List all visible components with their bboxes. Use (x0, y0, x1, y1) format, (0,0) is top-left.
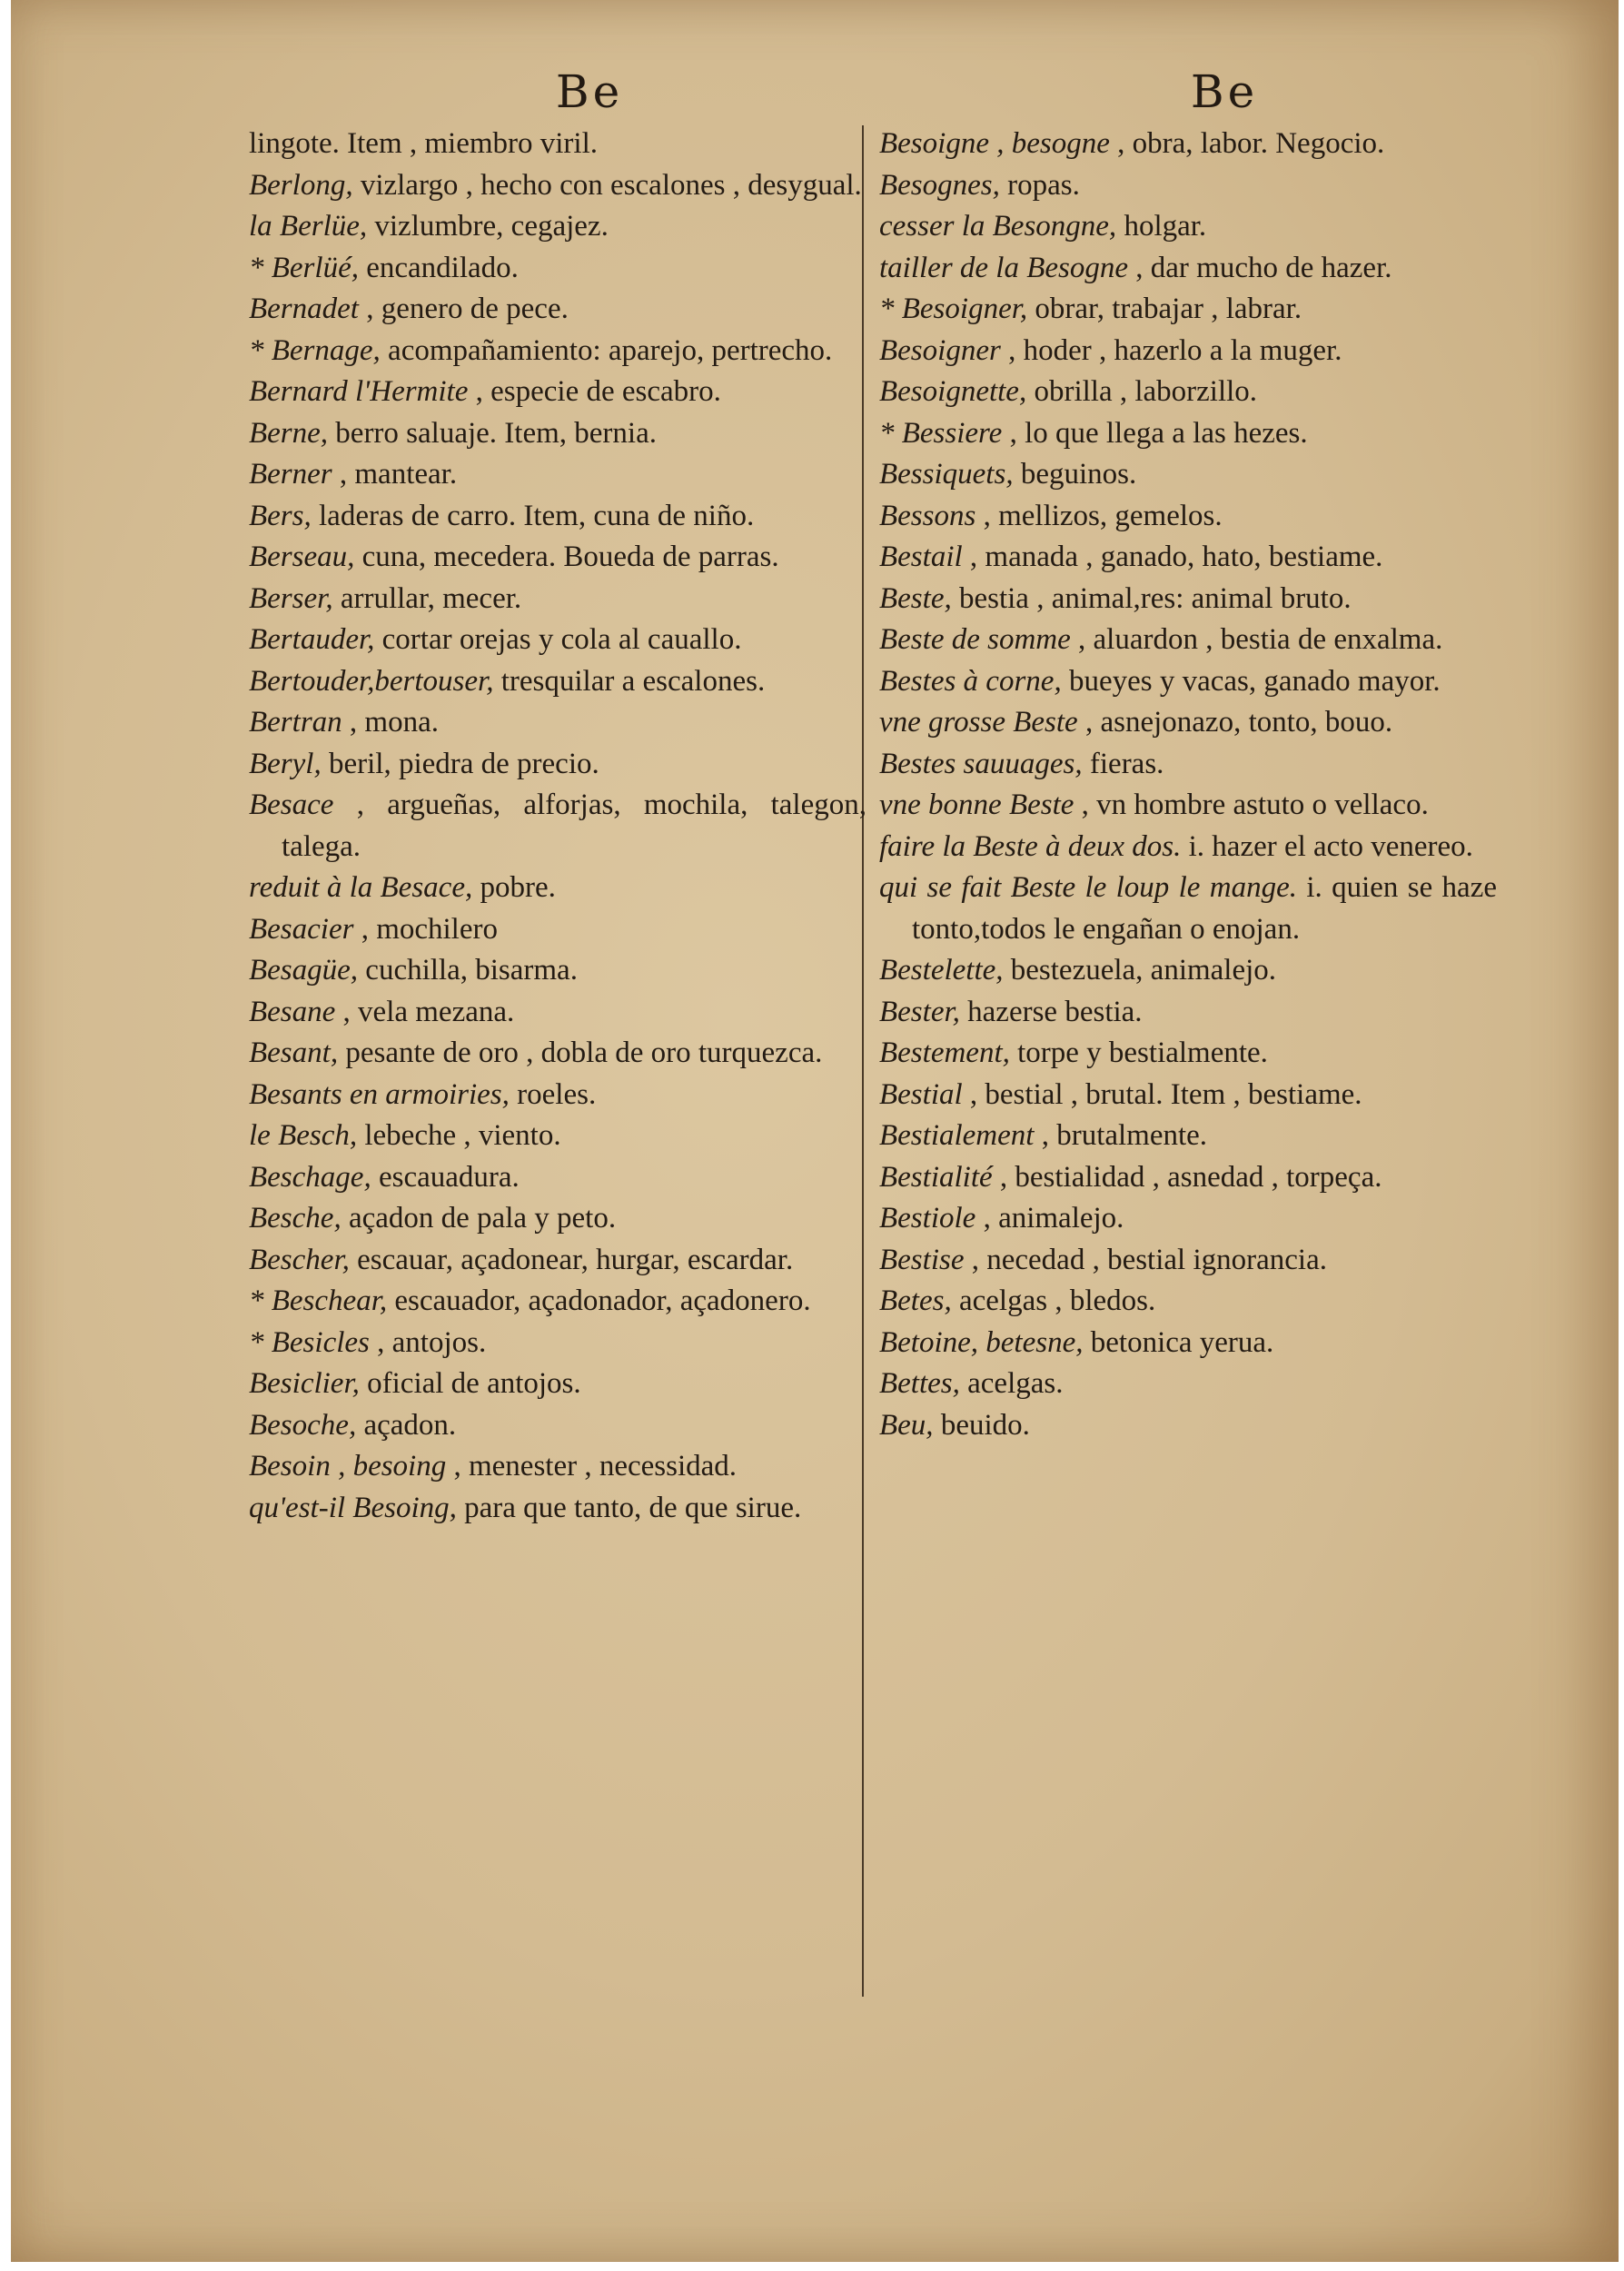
dictionary-entry: Beryl, beril, piedra de precio. (249, 747, 599, 780)
dictionary-entry: Besants en armoiries, roeles. (249, 1077, 597, 1111)
dictionary-entry: Bessiquets, beguinos. (879, 458, 1137, 491)
dictionary-entry: Besoigne , besogne , obra, labor. Negocio. (879, 127, 1385, 160)
dictionary-entry: Bestes à corne, bueyes y vacas, ganado mayor. (879, 664, 1441, 698)
dictionary-entry: Betoine, betesne, betonica yerua. (879, 1325, 1274, 1359)
dictionary-entry: Besacier , mochilero (249, 912, 498, 946)
dictionary-entry: Bestes sauuages, fieras. (879, 747, 1164, 780)
dictionary-entry: Besiclier, oficial de antojos. (249, 1367, 581, 1400)
dictionary-entry: vne grosse Beste , asnejonazo, tonto, bouo. (879, 706, 1393, 739)
dictionary-entry: Berner , mantear. (249, 458, 458, 491)
dictionary-entry: Besoin , besoing , menester , necessidad. (249, 1450, 738, 1483)
dictionary-entry: qu'est-il Besoing, para que tanto, de que sirue. (249, 1491, 802, 1524)
dictionary-entry: Besant, pesante de oro , dobla de oro turquezca. (249, 1036, 823, 1069)
dictionary-entry: Bertauder, cortar orejas y cola al cauallo. (249, 623, 742, 656)
dictionary-entry: Berlong, vizlargo , hecho con escalones , desygual. (249, 168, 862, 202)
dictionary-entry: Besoigner , hoder , hazerlo a la muger. (879, 333, 1342, 367)
dictionary-entry: Bestise , necedad , bestial ignorancia. (879, 1243, 1327, 1276)
right-entry-list (879, 124, 1497, 1446)
dictionary-entry: Beste, bestia , animal,res: animal bruto. (879, 581, 1352, 615)
dictionary-entry: Berne, berro saluaje. Item, bernia. (249, 416, 657, 450)
dictionary-entry: Bertouder,bertouser, tresquilar a escalones. (249, 664, 766, 698)
dictionary-entry: * Bernage, acompañamiento: aparejo, pertrecho. (249, 333, 833, 367)
dictionary-entry: Bestail , manada , ganado, hato, bestiame. (879, 540, 1383, 573)
dictionary-entry: * Besoigner, obrar, trabajar , labrar. (879, 293, 1302, 325)
dictionary-entry: lingote. Item , miembro viril. (249, 127, 599, 160)
dictionary-entry: Beschage, escauadura. (249, 1160, 520, 1194)
dictionary-entry: Berser, arrullar, mecer. (249, 581, 522, 615)
dictionary-entry: Bettes, acelgas. (879, 1367, 1064, 1400)
left-entry-list (249, 124, 866, 1529)
dictionary-entry: Besche, açadon de pala y peto. (249, 1202, 617, 1235)
right-column (879, 60, 1497, 1446)
dictionary-entry: Beu, beuido. (879, 1408, 1030, 1442)
dictionary-entry: * Berlüé, encandilado. (249, 251, 519, 284)
dictionary-entry: * Beschear, escauador, açadonador, açadonero. (249, 1284, 811, 1317)
dictionary-entry: Beste de somme , aluardon , bestia de enxalma. (879, 623, 1443, 656)
dictionary-entry: * Besicles , antojos. (249, 1325, 487, 1359)
dictionary-entry: Besognes, ropas. (879, 168, 1080, 202)
dictionary-entry: Bernard l'Hermite , especie de escabro. (249, 375, 721, 408)
dictionary-entry: Bessons , mellizos, gemelos. (879, 499, 1223, 532)
left-column (249, 60, 866, 1529)
dictionary-entry: qui se fait Beste le loup le mange. i. quien se haze tonto,todos le engañan o enojan. (879, 871, 1497, 946)
dictionary-entry: vne bonne Beste , vn hombre astuto o vellaco. (879, 788, 1429, 821)
dictionary-entry: Betes, acelgas , bledos. (879, 1284, 1156, 1317)
dictionary-entry: Berseau, cuna, mecedera. Boueda de parras. (249, 540, 779, 573)
dictionary-entry: Besoche, açadon. (249, 1408, 457, 1442)
dictionary-entry: cesser la Besongne, holgar. (879, 210, 1207, 243)
right-page-header: Be (1190, 65, 1259, 118)
dictionary-entry: Bester, hazerse bestia. (879, 995, 1143, 1028)
left-page-header: Be (555, 65, 624, 118)
dictionary-entry: Bestement, torpe y bestialmente. (879, 1036, 1268, 1069)
dictionary-entry: Bertran , mona. (249, 706, 439, 739)
dictionary-entry: Besagüe, cuchilla, bisarma. (249, 954, 578, 987)
dictionary-entry: Bestelette, bestezuela, animalejo. (879, 954, 1277, 987)
dictionary-entry: Bernadet , genero de pece. (249, 293, 569, 325)
dictionary-entry: Besane , vela mezana. (249, 995, 515, 1028)
dictionary-entry: le Besch, lebeche , viento. (249, 1119, 561, 1152)
dictionary-entry: Bers, laderas de carro. Item, cuna de niño. (249, 499, 755, 532)
dictionary-entry: reduit à la Besace, pobre. (249, 871, 556, 904)
dictionary-entry: faire la Beste à deux dos. i. hazer el acto venereo. (879, 829, 1473, 863)
dictionary-page (11, 0, 1619, 2262)
dictionary-entry: Bestialement , brutalmente. (879, 1119, 1208, 1152)
dictionary-entry: Bestiole , animalejo. (879, 1202, 1124, 1235)
dictionary-entry: Bestial , bestial , brutal. Item , bestiame. (879, 1077, 1362, 1111)
dictionary-entry: Besoignette, obrilla , laborzillo. (879, 375, 1258, 408)
dictionary-entry: Bescher, escauar, açadonear, hurgar, escardar. (249, 1243, 794, 1276)
dictionary-entry: la Berlüe, vizlumbre, cegajez. (249, 210, 609, 243)
dictionary-entry: Bestialité , bestialidad , asnedad , torpeça. (879, 1160, 1382, 1194)
dictionary-entry: * Bessiere , lo que llega a las hezes. (879, 416, 1308, 450)
dictionary-entry: Besace , argueñas, alforjas, mochila, talegon, talega. (249, 788, 866, 863)
dictionary-entry: tailler de la Besogne , dar mucho de hazer. (879, 251, 1392, 284)
